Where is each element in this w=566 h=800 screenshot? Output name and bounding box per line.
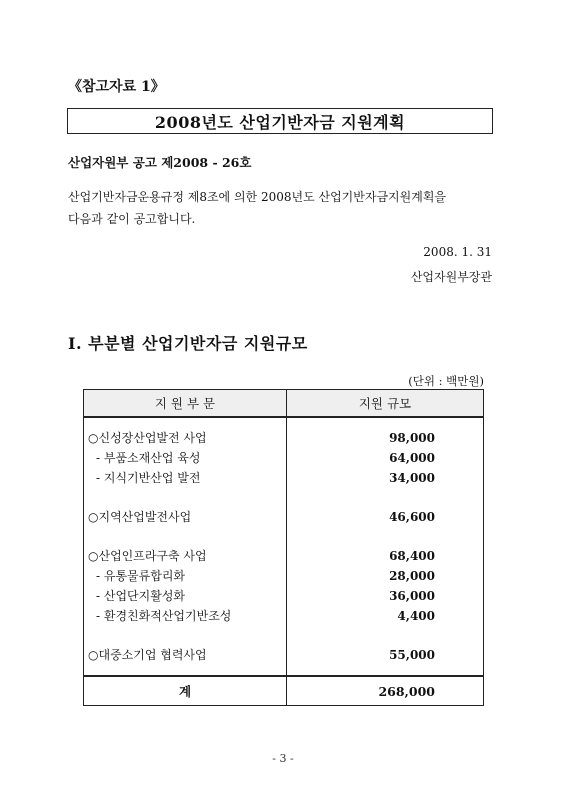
- subcategory-amount: 28,000: [389, 569, 435, 583]
- subcategory-amount: 64,000: [389, 451, 435, 465]
- category-amount: 98,000: [389, 431, 435, 445]
- header-amount: 지원 규모: [287, 390, 484, 418]
- document-title-text: 2008년도 산업기반자금 지원계획: [154, 112, 406, 132]
- subcategory-name: - 부품소재산업 육성: [96, 451, 201, 465]
- category-amount: 55,000: [389, 648, 435, 662]
- section-title: Ⅰ. 부분별 산업기반자금 지원규모: [68, 334, 308, 353]
- subcategory-name: - 유통물류합리화: [96, 569, 186, 583]
- body-line: 산업기반자금운용규정 제8조에 의한 2008년도 산업기반자금지원계획을: [68, 190, 447, 204]
- body-paragraph: [68, 186, 498, 230]
- subcategory-name: - 환경친화적산업기반조성: [96, 609, 232, 623]
- document-title: [67, 108, 493, 134]
- budget-table: [83, 389, 484, 706]
- category-name: ○지역산업발전사업: [88, 510, 192, 524]
- subcategory-amount: 34,000: [389, 471, 435, 485]
- total-row: [84, 676, 484, 706]
- table-body-row: [84, 417, 484, 676]
- total-amount: 268,000: [287, 676, 484, 706]
- category-amount: 46,600: [389, 510, 435, 524]
- signer: 산업자원부장관: [410, 270, 492, 284]
- category-amount: 68,400: [389, 549, 435, 563]
- amount-column: [287, 417, 484, 676]
- total-label: 계: [84, 676, 287, 706]
- body-line: 다음과 같이 공고합니다.: [68, 212, 196, 226]
- notice-number: 산업자원부 공고 제2008 - 26호: [68, 155, 252, 170]
- header-category: 지 원 부 문: [84, 390, 287, 418]
- unit-label: (단위 : 백만원): [408, 374, 484, 388]
- announcement-date: 2008. 1. 31: [423, 245, 492, 259]
- subcategory-amount: 4,400: [397, 609, 435, 623]
- subcategory-name: - 지식기반산업 발전: [96, 471, 201, 485]
- subcategory-amount: 36,000: [389, 589, 435, 603]
- category-name: ○신성장산업발전 사업: [88, 431, 207, 445]
- page-number: - 3 -: [272, 752, 294, 765]
- subcategory-name: - 산업단지활성화: [96, 589, 186, 603]
- reference-label: 《참고자료 1》: [68, 79, 165, 95]
- category-name: ○산업인프라구축 사업: [88, 549, 207, 563]
- table-header-row: [84, 390, 484, 418]
- category-name: ○대중소기업 협력사업: [88, 648, 207, 662]
- category-column: [84, 417, 287, 676]
